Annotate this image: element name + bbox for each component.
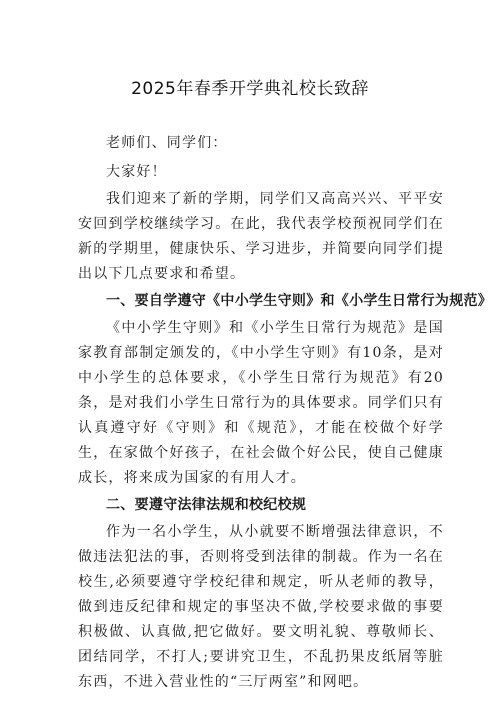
- intro-paragraph: 我们迎来了新的学期，同学们又高高兴兴、平平安安回到学校继续学习。在此，我代表学校预祝同学们在新的学期里，健康快乐、学习进步，并简要向同学们提出以下几点要求和希望。: [78, 191, 444, 282]
- section-2-heading: 二、要遵守法律法规和校纪校规: [106, 497, 307, 513]
- greeting: 大家好！: [106, 164, 167, 180]
- section-1-heading: 一、要自学遵守《中小学生守则》和《小学生日常行为规范》: [106, 293, 493, 309]
- section-1-body: 《中小学生守则》和《小学生日常行为规范》是国家教育部制定颁发的，《中小学生守则》有10条，是对中小学生的总体要求，《小学生日常行为规范》有20条，是对我们小学生日常行为的具体要求。同学们只有认真遵守好《守则》和《规范》，才能在校做个好学生，在家做个好孩子，在社会做个好公民，使自己健康成长，将来成为国家的有用人才。: [78, 320, 444, 486]
- salutation: 老师们、同学们：: [106, 135, 228, 151]
- section-2-body: 作为一名小学生，从小就要不断增强法律意识，不做违法犯法的事，否则将受到法律的制裁。作为一名在校生,必须要遵守学校纪律和规定，听从老师的教导，做到违反纪律和规定的事坚决不做,学校要求做的事要积极做、认真做,把它做好。要文明礼貌、尊敬师长、团结同学，不打人;要讲究卫生，不乱扔果皮纸屑等脏东西，不进入营业性的“三厅两室”和网吧。: [78, 524, 444, 690]
- document-title: 2025年春季开学典礼校长致辞: [131, 79, 369, 99]
- document-body: [78, 131, 493, 695]
